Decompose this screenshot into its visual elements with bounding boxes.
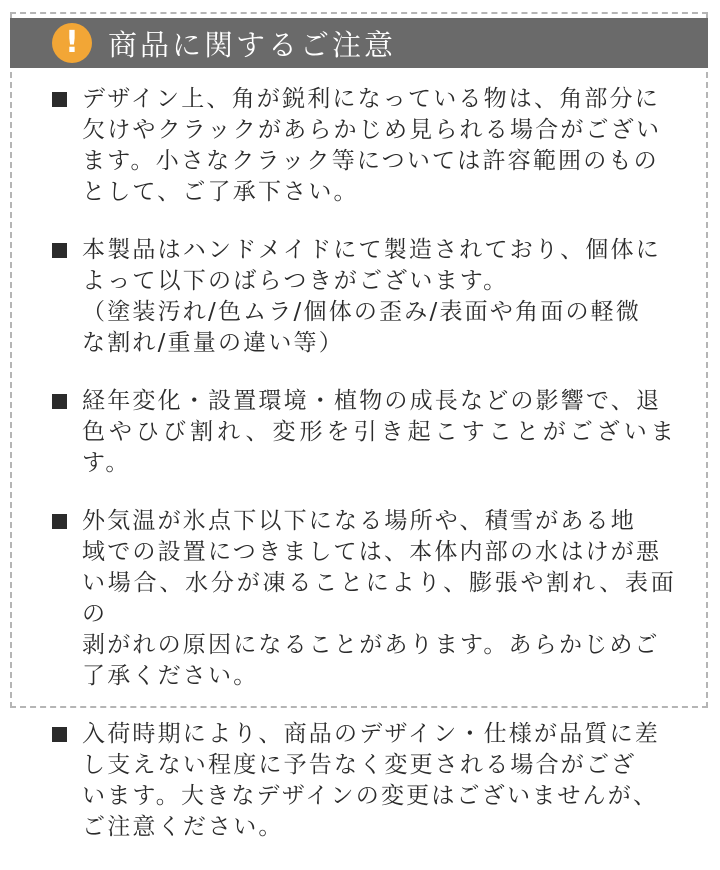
notice-item bbox=[52, 719, 676, 843]
square-bullet-icon bbox=[52, 92, 67, 107]
notice-item bbox=[52, 84, 676, 208]
notice-list bbox=[52, 84, 676, 870]
square-bullet-icon bbox=[52, 243, 67, 258]
square-bullet-icon bbox=[52, 727, 67, 742]
notice-text: デザイン上、角が鋭利になっている物は、角部分に 欠けやクラックがあらかじめ見られる場合がござい ます。小さなクラック等については許容範囲のもの として、ご了承下さい。 bbox=[82, 86, 662, 205]
square-bullet-icon bbox=[52, 394, 67, 409]
notice-item bbox=[52, 386, 676, 479]
notice-text: 外気温が氷点下以下になる場所や、積雪がある地 域での設置につきましては、本体内部の水はけが悪 い場合、水分が凍ることにより、膨張や割れ、表面の 剥がれの原因になることがあります。あらかじめご 了承ください。 bbox=[82, 508, 676, 689]
header-bar bbox=[10, 18, 708, 68]
notice-item bbox=[52, 506, 676, 692]
notice-text: 経年変化・設置環境・植物の成長などの影響で、退 色やひび割れ、変形を引き起こすことがございます。 bbox=[82, 388, 676, 476]
notice-text: 入荷時期により、商品のデザイン・仕様が品質に差 し支えない程度に予告なく変更される場合がござ います。大きなデザインの変更はございませんが、 ご注意ください。 bbox=[82, 721, 660, 840]
notice-item bbox=[52, 235, 676, 359]
square-bullet-icon bbox=[52, 514, 67, 529]
page-title: 商品に関するご注意 bbox=[108, 27, 397, 62]
exclamation-icon: ! bbox=[52, 23, 92, 63]
notice-text: 本製品はハンドメイドにて製造されており、個体に よって以下のばらつきがございます。 （塗装汚れ/色ムラ/個体の歪み/表面や角面の軽微 な割れ/重量の違い等） bbox=[82, 237, 661, 356]
